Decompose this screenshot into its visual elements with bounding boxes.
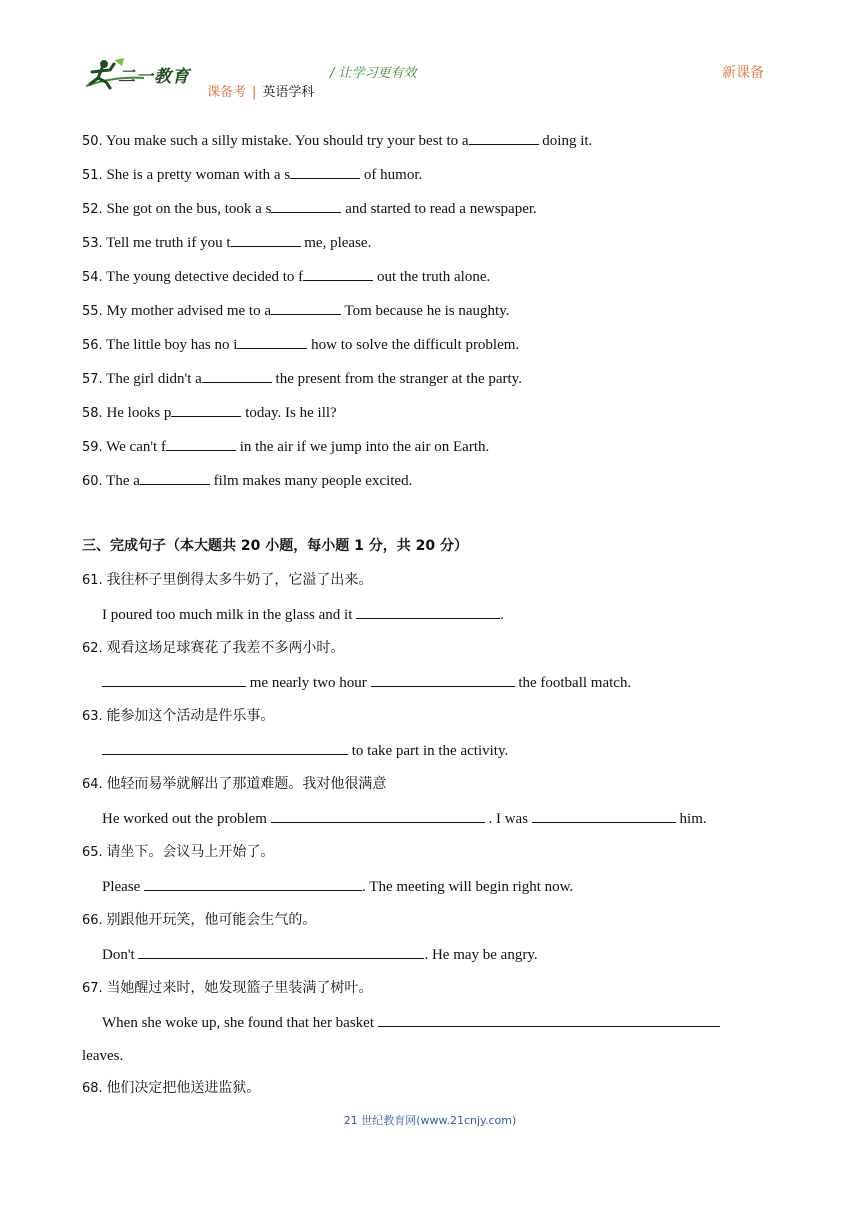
answer-blank[interactable]: [378, 1012, 720, 1027]
answer-blank[interactable]: [271, 300, 341, 315]
question-50: 50. You make such a silly mistake. You should try your best to a doing it.: [82, 130, 592, 150]
answer-blank[interactable]: [140, 470, 210, 485]
section-title: 三、完成句子（本大题共 20 小题，每小题 1 分，共 20 分）: [82, 538, 468, 554]
question-63-en: to take part in the activity.: [102, 740, 508, 760]
answer-blank[interactable]: [303, 266, 373, 281]
question-66-en: Don't . He may be angry.: [102, 944, 538, 964]
question-63-cn: 63. 能参加这个活动是件乐事。: [82, 708, 275, 724]
answer-blank[interactable]: [271, 198, 341, 213]
answer-blank[interactable]: [290, 164, 360, 179]
question-52: 52. She got on the bus, took a s and started to read a newspaper.: [82, 198, 537, 218]
question-61-en: I poured too much milk in the glass and it .: [102, 604, 504, 624]
question-54: 54. The young detective decided to f out the truth alone.: [82, 266, 490, 286]
question-66-cn: 66. 别跟他开玩笑，他可能会生气的。: [82, 912, 317, 928]
question-67-cn: 67. 当她醒过来时，她发现篮子里装满了树叶。: [82, 980, 373, 996]
answer-blank[interactable]: [144, 876, 362, 891]
question-68-cn: 68. 他们决定把他送进监狱。: [82, 1080, 261, 1096]
slogan: / 让学习更有效: [330, 66, 417, 81]
answer-blank[interactable]: [532, 808, 676, 823]
answer-blank[interactable]: [371, 672, 515, 687]
answer-blank[interactable]: [102, 740, 348, 755]
answer-blank[interactable]: [138, 944, 424, 959]
answer-blank[interactable]: [237, 334, 307, 349]
page-footer[interactable]: 21 世纪教育网(www.21cnjy.com): [343, 1114, 517, 1127]
subject-label: 英语学科: [262, 85, 315, 100]
question-64-en: He worked out the problem . I was him.: [102, 808, 707, 828]
question-51: 51. She is a pretty woman with a s of humor.: [82, 164, 422, 184]
answer-blank[interactable]: [202, 368, 272, 383]
answer-blank[interactable]: [271, 808, 485, 823]
question-65-cn: 65. 请坐下。会议马上开始了。: [82, 844, 275, 860]
logo-text: 二一教育: [118, 67, 190, 87]
question-53: 53. Tell me truth if you t me, please.: [82, 232, 371, 252]
answer-blank[interactable]: [469, 130, 539, 145]
question-61-cn: 61. 我往杯子里倒得太多牛奶了，它溢了出来。: [82, 572, 373, 588]
sub-separator: |: [252, 85, 257, 100]
question-57: 57. The girl didn't a the present from the stranger at the party.: [82, 368, 522, 388]
question-62-en: me nearly two hour the football match.: [102, 672, 631, 692]
sub-left: 课备考: [207, 85, 247, 100]
question-59: 59. We can't f in the air if we jump into the air on Earth.: [82, 436, 489, 456]
header-subline: [207, 81, 314, 100]
question-64-cn: 64. 他轻而易举就解出了那道难题。我对他很满意: [82, 776, 387, 792]
question-65-en: Please . The meeting will begin right now.: [102, 876, 573, 896]
answer-blank[interactable]: [231, 232, 301, 247]
question-67-en-cont: leaves.: [82, 1048, 124, 1064]
question-58: 58. He looks p today. Is he ill?: [82, 402, 337, 422]
question-55: 55. My mother advised me to a Tom because he is naughty.: [82, 300, 509, 320]
question-60: 60. The a film makes many people excited.: [82, 470, 412, 490]
page-header: [0, 0, 860, 110]
answer-blank[interactable]: [171, 402, 241, 417]
question-67-en: When she woke up, she found that her basket: [102, 1012, 720, 1032]
question-56: 56. The little boy has no i how to solve the difficult problem.: [82, 334, 519, 354]
answer-blank[interactable]: [102, 672, 246, 687]
answer-blank[interactable]: [356, 604, 500, 619]
brand-right: 新课备: [722, 65, 764, 81]
answer-blank[interactable]: [166, 436, 236, 451]
question-62-cn: 62. 观看这场足球赛花了我差不多两小时。: [82, 640, 345, 656]
